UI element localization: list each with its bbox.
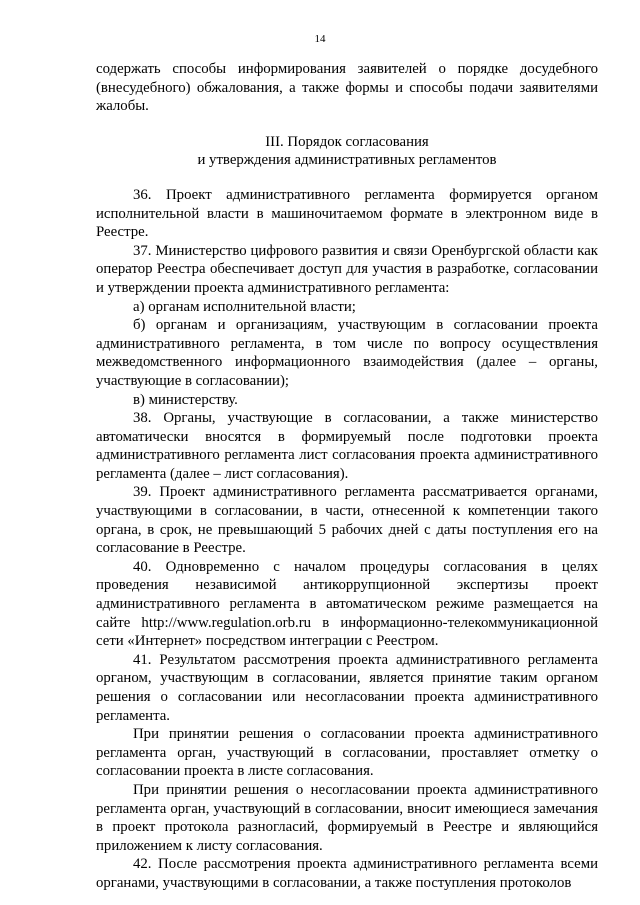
paragraph-37-b: б) органам и организациям, участвующим в согласовании проекта административного регламента, в том числе по вопросу осуществления межведомственного информационного взаимодействия (далее – органы, участвующие в согласовании); bbox=[96, 317, 598, 389]
paragraph-40: 40. Одновременно с началом процедуры согласования в целях проведения независимой антикоррупционной экспертизы проект административного регламента в автоматическом режиме размещается на сайте http://www.regulation.orb.ru в информационно-телекоммуникационной сети «Интернет» посредством интеграции с Реестром. bbox=[96, 558, 598, 650]
paragraph-41-approval: При принятии решения о согласовании проекта административного регламента орган, участвующий в согласовании, проставляет отметку о согласовании проекта в листе согласования. bbox=[96, 726, 598, 780]
section-title-line-1: III. Порядок согласования bbox=[265, 133, 429, 150]
intro-paragraph: содержать способы информирования заявителей о порядке досудебного (внесудебного) обжалования, а также формы и способы подачи заявителями жалобы. bbox=[96, 61, 598, 115]
paragraph-38: 38. Органы, участвующие в согласовании, а также министерство автоматически вносятся в формируемый после подготовки проекта административного регламента лист согласования проекта административного регламента (далее – лист согласования). bbox=[96, 410, 598, 482]
paragraph-41-rejection: При принятии решения о несогласовании проекта административного регламента орган, участвующий в согласовании, вносит имеющиеся замечания в проект протокола разногласий, формируемый в Реестре и являющийся приложением к листу согласования. bbox=[96, 781, 598, 854]
paragraph-42: 42. После рассмотрения проекта административного регламента всеми органами, участвующими в согласовании, а также поступления протоколов bbox=[96, 856, 598, 891]
section-title-line-2: и утверждения административных регламентов bbox=[197, 152, 497, 169]
document-body bbox=[96, 60, 598, 893]
paragraph-37-a: а) органам исполнительной власти; bbox=[133, 298, 356, 315]
paragraph-37-v: в) министерству. bbox=[133, 391, 238, 408]
paragraph-36: 36. Проект административного регламента формируется органом исполнительной власти в машиночитаемом формате в электронном виде в Реестре. bbox=[96, 186, 598, 241]
section-heading bbox=[96, 133, 598, 170]
paragraph-41: 41. Результатом рассмотрения проекта административного регламента органом, участвующим в согласовании, является принятие таким органом решения о согласовании или несогласовании проекта административного регламента. bbox=[96, 651, 598, 724]
paragraph-39: 39. Проект административного регламента рассматривается органами, участвующими в согласовании, в части, отнесенной к компетенции такого органа, в срок, не превышающий 5 рабочих дней с даты поступления его на согласование в Реестре. bbox=[96, 484, 598, 557]
page-number: 14 bbox=[314, 33, 326, 45]
paragraph-37: 37. Министерство цифрового развития и связи Оренбургской области как оператор Реестра обеспечивает доступ для участия в разработке, согласовании и утверждении проекта административного регламента: bbox=[96, 242, 598, 296]
